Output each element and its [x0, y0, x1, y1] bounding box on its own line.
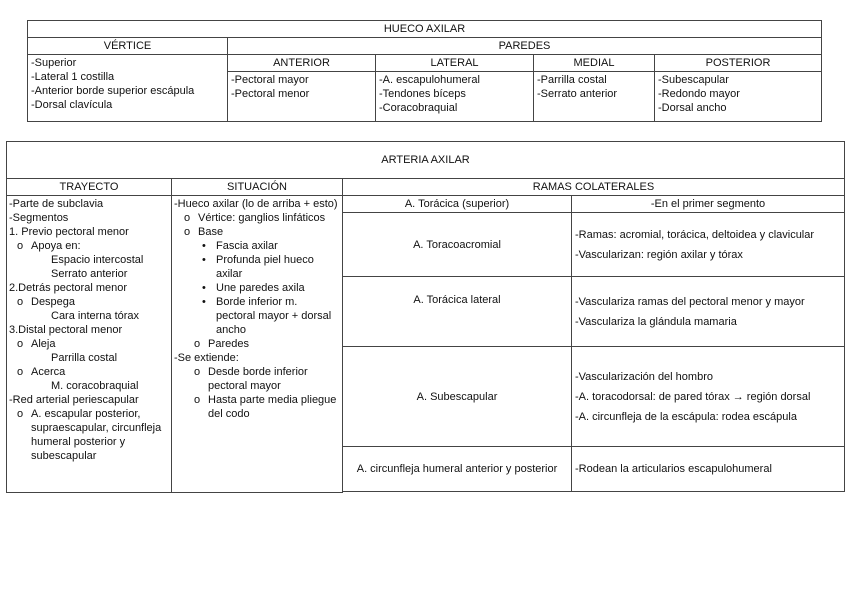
- rama-desc: -Vascularización del hombro -A. toracodorsal: de pared tórax → región dorsal -A. circunfleja de la escápula: rodea escápula: [572, 347, 845, 447]
- medial-item: -Serrato anterior: [537, 88, 618, 100]
- medial-header: MEDIAL: [534, 55, 655, 72]
- paredes-header: PAREDES: [228, 38, 822, 55]
- rama-desc: -En el primer segmento: [572, 196, 845, 213]
- trayecto-line: -Segmentos: [9, 212, 69, 224]
- base-item: • Fascia axilar: [202, 240, 278, 252]
- anterior-item: -Pectoral mayor: [231, 74, 309, 86]
- trayecto-line: Espacio intercostal: [51, 254, 144, 266]
- trayecto-line: o Acerca: [17, 366, 66, 378]
- rama-name: A. Subescapular: [343, 347, 572, 447]
- rama-name: A. Toracoacromial: [343, 213, 572, 277]
- vertice-header: VÉRTICE: [28, 38, 228, 55]
- rama-desc: -Rodean la articularios escapulohumeral: [572, 447, 845, 492]
- trayecto-line: -Red arterial periescapular: [9, 394, 139, 406]
- arteria-title: ARTERIA AXILAR: [7, 142, 845, 179]
- anterior-item: -Pectoral menor: [231, 88, 310, 100]
- rama-name: A. circunfleja humeral anterior y posterior: [343, 447, 572, 492]
- rama-desc: -Ramas: acromial, torácica, deltoidea y clavicular -Vascularizan: región axilar y tórax: [572, 213, 845, 277]
- trayecto-line: Cara interna tórax: [51, 310, 140, 322]
- situacion-intro: -Hueco axilar (lo de arriba + esto): [174, 198, 338, 210]
- vertice-item: -Lateral 1 costilla: [31, 71, 115, 83]
- situacion-header: SITUACIÓN: [172, 179, 343, 196]
- situacion-extiende: -Se extiende:: [174, 352, 239, 364]
- lateral-header: LATERAL: [376, 55, 534, 72]
- rama-name: A. Torácica (superior): [343, 196, 572, 213]
- vertice-item: -Dorsal clavícula: [31, 99, 113, 111]
- vertice-item: -Anterior borde superior escápula: [31, 85, 195, 97]
- anterior-cell: [228, 72, 376, 122]
- hueco-axilar-table: [27, 20, 822, 122]
- arteria-axilar-table: [6, 141, 845, 493]
- situacion-vertice: o Vértice: ganglios linfáticos: [184, 212, 326, 224]
- trayecto-line: Parrilla costal: [51, 352, 118, 364]
- posterior-item: -Subescapular: [658, 74, 729, 86]
- anterior-header: ANTERIOR: [228, 55, 376, 72]
- medial-item: -Parrilla costal: [537, 74, 607, 86]
- trayecto-line: o Despega: [17, 296, 76, 308]
- trayecto-header: TRAYECTO: [7, 179, 172, 196]
- posterior-item: -Redondo mayor: [658, 88, 740, 100]
- lateral-item: -A. escapulohumeral: [379, 74, 480, 86]
- trayecto-line: o Aleja: [17, 338, 56, 350]
- base-item: • Une paredes axila: [202, 282, 305, 294]
- lateral-item: -Tendones bíceps: [379, 88, 466, 100]
- extiende-item: o Hasta parte media pliegue del codo: [194, 394, 337, 420]
- situacion-base: o Base: [184, 226, 224, 238]
- base-item: • Profunda piel hueco axilar: [202, 254, 314, 280]
- medial-cell: [534, 72, 655, 122]
- lateral-item: -Coracobraquial: [379, 102, 458, 114]
- extiende-item: o Desde borde inferior pectoral mayor: [194, 366, 308, 392]
- rama-name: A. Torácica lateral: [343, 277, 572, 347]
- trayecto-line: o A. escapular posterior, supraescapular, circunfleja humeral posterior y subescapular: [17, 408, 162, 462]
- lateral-cell: [376, 72, 534, 122]
- hueco-title: HUECO AXILAR: [28, 21, 822, 38]
- situacion-cell: [172, 196, 343, 493]
- trayecto-line: 3.Distal pectoral menor: [9, 324, 123, 336]
- base-item: • Borde inferior m. pectoral mayor + dorsal ancho: [202, 296, 332, 336]
- trayecto-line: 1. Previo pectoral menor: [9, 226, 129, 238]
- trayecto-line: -Parte de subclavia: [9, 198, 104, 210]
- trayecto-line: M. coracobraquial: [51, 380, 139, 392]
- trayecto-line: 2.Detrás pectoral menor: [9, 282, 127, 294]
- posterior-item: -Dorsal ancho: [658, 102, 727, 114]
- trayecto-line: Serrato anterior: [51, 268, 128, 280]
- ramas-header: RAMAS COLATERALES: [343, 179, 845, 196]
- situacion-paredes: o Paredes: [194, 338, 249, 350]
- posterior-cell: [655, 72, 822, 122]
- vertice-item: -Superior: [31, 57, 77, 69]
- posterior-header: POSTERIOR: [655, 55, 822, 72]
- trayecto-line: o Apoya en:: [17, 240, 81, 252]
- vertice-cell: [28, 55, 228, 122]
- rama-desc: -Vasculariza ramas del pectoral menor y mayor -Vasculariza la glándula mamaria: [572, 277, 845, 347]
- trayecto-cell: [7, 196, 172, 493]
